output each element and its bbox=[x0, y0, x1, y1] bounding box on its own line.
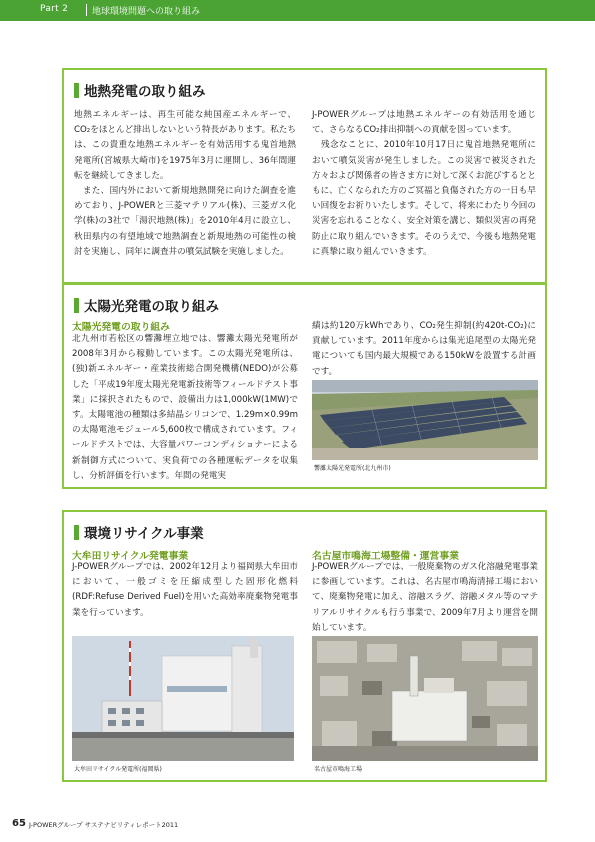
omuta-plant-image bbox=[72, 636, 294, 761]
footer-text: J-POWERグループ サステナビリティレポート2011 bbox=[29, 821, 179, 829]
header-separator bbox=[86, 4, 87, 16]
omuta-text: J-POWERグループでは、2002年12月より福岡県大牟田市において、一般ゴミを圧縮成型した固形化燃料(RDF:Refuse Derived Fuel)を用いた高効率廃棄物発電事業を行っています。 bbox=[72, 562, 298, 618]
omuta-photo-caption: 大牟田リサイクル発電所(福岡県) bbox=[74, 766, 162, 773]
omuta-subtitle: 大牟田リサイクル発電事業 bbox=[72, 551, 189, 562]
recycle-section bbox=[62, 510, 547, 782]
solar-title: 太陽光発電の取り組み bbox=[84, 299, 219, 315]
part-label: Part 2 bbox=[40, 4, 69, 14]
solar-subtitle: 太陽光発電の取り組み bbox=[72, 322, 170, 333]
solar-plant-photo bbox=[312, 380, 538, 460]
solar-section bbox=[62, 283, 547, 489]
recycle-title: 環境リサイクル事業 bbox=[84, 526, 204, 542]
solar-right-text: 績は約120万kWhであり、CO₂発生抑制(約420t-CO₂)に貢献しています。2011年度からは集光追尾型の太陽光発電についても国内最大規模である150kWを設置する計画です。 bbox=[312, 321, 536, 377]
geothermal-right-text: J-POWERグループは地熱エネルギーの有効活用を通じて、さらなるCO₂排出抑制への貢献を図っています。 残念なことに、2010年10月17日に鬼首地熱発電所において噴気災害が発生しました。この災害で被災された方々および関係者の皆さま方に対して深くお詫びするとともに、亡くなられた方のご冥福と負傷された方の一日も早い回復をお祈りいたします。そして、将来にわたり今回の災害を忘れることなく、安全対策を講じ、類似災害の再発防止に取り組んでいきます。そのうえで、今後も地熱発電に真摯に取り組んでいきます。 bbox=[312, 110, 536, 257]
nagoya-plant-image bbox=[312, 636, 538, 761]
geothermal-title: 地熱発電の取り組み bbox=[84, 84, 206, 100]
solar-heading bbox=[74, 295, 219, 315]
recycle-heading bbox=[74, 522, 204, 542]
heading-marker bbox=[74, 298, 79, 313]
heading-marker bbox=[74, 83, 79, 98]
top-header-bar bbox=[0, 0, 595, 21]
solar-plant-image bbox=[312, 380, 538, 460]
omuta-plant-photo bbox=[72, 636, 294, 761]
geothermal-left-text: 地熱エネルギーは、再生可能な純国産エネルギーで、CO₂をほとんど排出しないという特長があります。私たちは、この貴重な地熱エネルギーを有効活用する鬼首地熱発電所(宮城県大崎市)を1975年3月に運開し、36年間運転を継続してきました。 また、国内外において新規地熱開発に向けた調査を進めており、J-POWERと三菱マテリアル(株)、三菱ガス化学(株)の3社で「湯沢地熱(株)」を2010年4月に設立し、秋田県内の有望地域で地熱調査と新規地熱の可能性の検討を実施し、同年に調査井の噴気試験を実施しました。 bbox=[74, 110, 296, 257]
nagoya-plant-photo bbox=[312, 636, 538, 761]
heading-marker bbox=[74, 525, 79, 540]
geothermal-heading bbox=[74, 80, 206, 100]
page-number: 65 bbox=[12, 818, 26, 829]
solar-photo-caption: 響灘太陽光発電所(北九州市) bbox=[314, 465, 391, 472]
nagoya-text: J-POWERグループでは、一般廃棄物のガス化溶融発電事業に参画しています。これは、名古屋市鳴海清掃工場において、廃棄物発電に加え、溶融スラグ、溶融メタル等のマテリアルリサイクルも行う事業で、2009年7月より運営を開始しています。 bbox=[312, 562, 538, 633]
solar-left-text: 北九州市若松区の響灘埋立地では、響灘太陽光発電所が2008年3月から稼動しています。この太陽光発電所は、(独)新エネルギー・産業技術総合開発機構(NEDO)が公募した「平成19年度太陽光発電新技術等フィールドテスト事業」に採択されたもので、設備出力は1,000kW(1MW)です。太陽電池の種類は多結晶シリコンで、1.29m×0.99mの太陽電池モジュール5,600枚で構成されています。フィールドテストでは、大容量パワーコンディショナーによる新制御方式について、実負荷での各種運転データを収集し、分析評価を行います。年間の発電実 bbox=[72, 334, 298, 481]
geothermal-section bbox=[62, 68, 547, 284]
nagoya-photo-caption: 名古屋市鳴海工場 bbox=[314, 766, 363, 773]
nagoya-subtitle: 名古屋市鳴海工場整備・運営事業 bbox=[312, 551, 459, 562]
section-title: 地球環境問題への取り組み bbox=[92, 7, 201, 17]
